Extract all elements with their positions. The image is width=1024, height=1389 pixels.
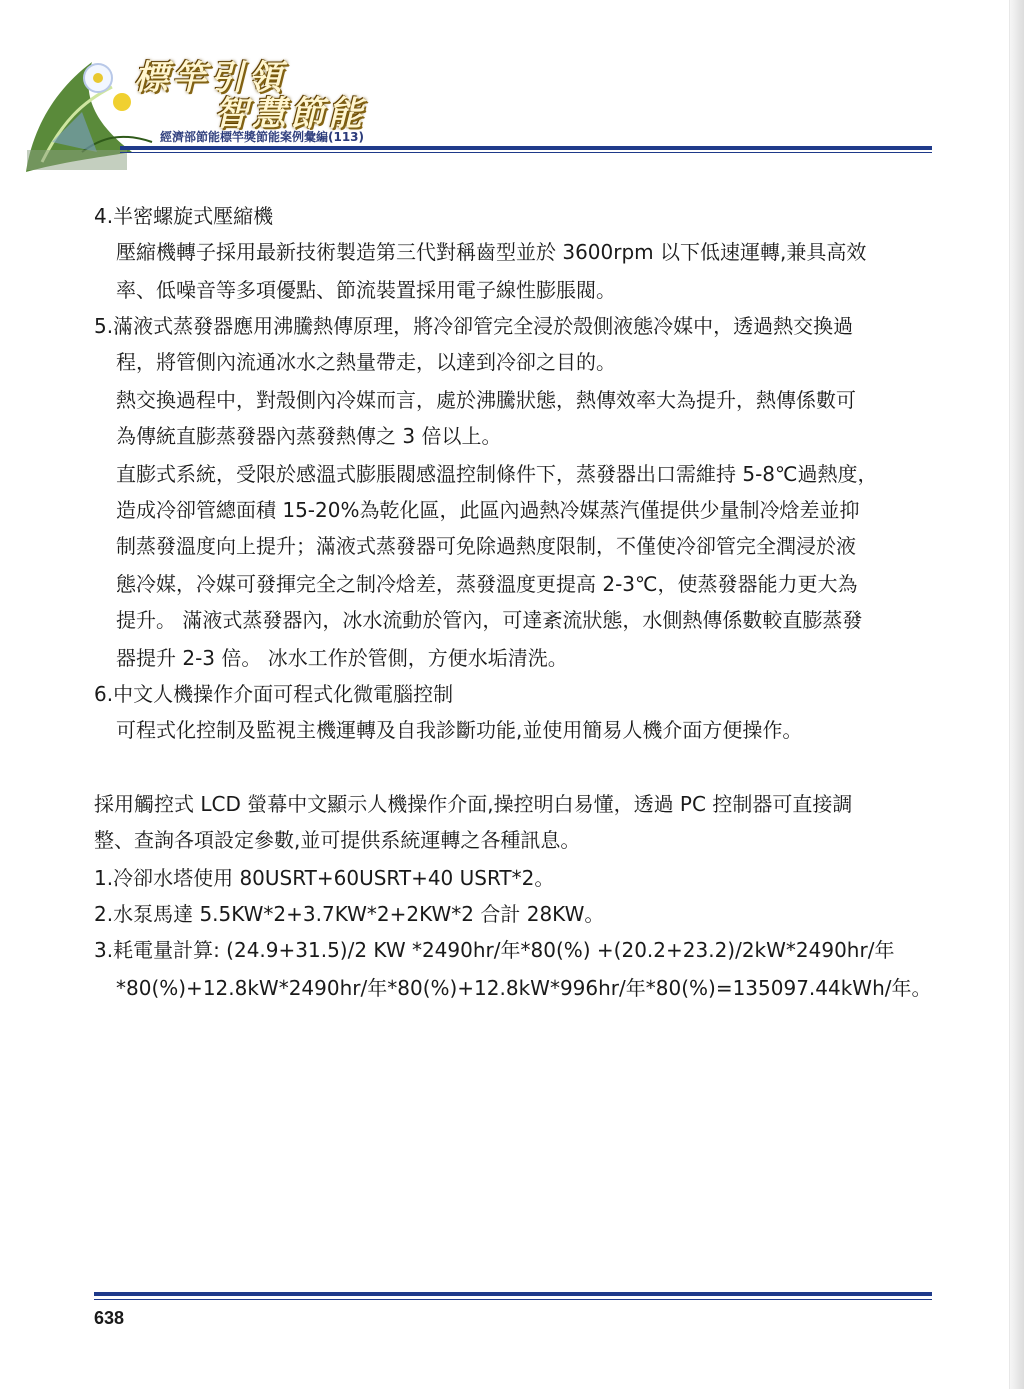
paragraph-line: 制蒸發溫度向上提升；滿液式蒸發器可免除過熱度限制，不僅使冷卻管完全潤浸於液 bbox=[116, 534, 856, 558]
section-heading-4: 4.半密螺旋式壓縮機 bbox=[94, 204, 274, 228]
paragraph-line: 提升。 滿液式蒸發器內，冰水流動於管內，可達紊流狀態，水側熱傳係數較直膨蒸發 bbox=[116, 608, 863, 632]
paragraph-line: 可程式化控制及監視主機運轉及自我診斷功能,並使用簡易人機介面方便操作。 bbox=[116, 718, 803, 742]
list-item-3: 3.耗電量計算: (24.9+31.5)/2 KW *2490hr/年*80(%) +(20.2+23.2)/2kW*2490hr/年 bbox=[94, 938, 895, 962]
page-header bbox=[0, 0, 1024, 180]
paragraph-line: 態冷媒，冷媒可發揮完全之制冷焓差，蒸發溫度更提高 2-3℃，使蒸發器能力更大為 bbox=[116, 572, 858, 596]
header-title-line2: 智慧節能 bbox=[214, 94, 366, 134]
list-item-2: 2.水泵馬達 5.5KW*2+3.7KW*2+2KW*2 合計 28KW。 bbox=[94, 902, 605, 926]
footer-divider bbox=[94, 1292, 932, 1296]
paragraph-line: 採用觸控式 LCD 螢幕中文顯示人機操作介面,操控明白易懂，透過 PC 控制器可直接調 bbox=[94, 792, 853, 816]
paragraph-line: 熱交換過程中，對殼側內冷媒而言，處於沸騰狀態，熱傳效率大為提升，熱傳係數可 bbox=[116, 388, 856, 412]
section-heading-6: 6.中文人機操作介面可程式化微電腦控制 bbox=[94, 682, 454, 706]
paragraph-line: 壓縮機轉子採用最新技術製造第三代對稱齒型並於 3600rpm 以下低速運轉,兼具高效 bbox=[116, 240, 867, 264]
header-divider bbox=[120, 146, 932, 150]
paragraph-line: 整、查詢各項設定參數,並可提供系統運轉之各種訊息。 bbox=[94, 828, 581, 852]
header-divider-thin bbox=[120, 152, 932, 153]
header-subtitle: 經濟部節能標竿獎節能案例彙編(113) bbox=[160, 130, 365, 144]
paragraph-line: 器提升 2-3 倍。 冰水工作於管側，方便水垢清洗。 bbox=[116, 646, 568, 670]
header-title-line1: 標竿引領 bbox=[134, 58, 286, 98]
paragraph-line: 直膨式系統，受限於感溫式膨脹閥感溫控制條件下，蒸發器出口需維持 5-8℃過熱度， bbox=[116, 462, 878, 486]
page-number: 638 bbox=[94, 1308, 125, 1328]
paragraph-line: 造成冷卻管總面積 15-20%為乾化區，此區內過熱冷媒蒸汽僅提供少量制冷焓差並抑 bbox=[116, 498, 860, 522]
list-item-1: 1.冷卻水塔使用 80USRT+60USRT+40 USRT*2。 bbox=[94, 866, 555, 890]
list-item-3-continued: *80(%)+12.8kW*2490hr/年*80(%)+12.8kW*996hr/年*80(%)=135097.44kWh/年。 bbox=[116, 976, 932, 1000]
paragraph-line: 為傳統直膨蒸發器內蒸發熱傳之 3 倍以上。 bbox=[116, 424, 502, 448]
page-edge-strip bbox=[1009, 0, 1024, 1389]
section-heading-5: 5.滿液式蒸發器應用沸騰熱傳原理，將冷卻管完全浸於殼側液態冷媒中，透過熱交換過 bbox=[94, 314, 854, 338]
paragraph-line: 程，將管側內流通冰水之熱量帶走，以達到冷卻之目的。 bbox=[116, 350, 616, 374]
paragraph-line: 率、低噪音等多項優點、節流裝置採用電子線性膨脹閥。 bbox=[116, 278, 616, 302]
footer-divider-thin bbox=[94, 1299, 932, 1300]
